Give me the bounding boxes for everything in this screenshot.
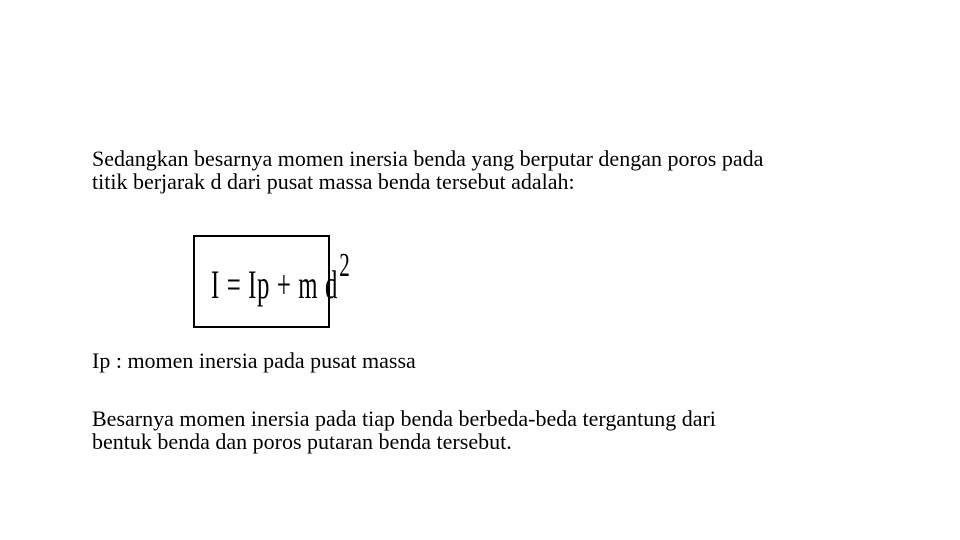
formula (211, 247, 351, 314)
formula-exponent: 2 (339, 247, 351, 284)
formula-box (193, 235, 351, 328)
ip-definition-text: Ip : momen inersia pada pusat massa (92, 348, 416, 373)
closing-line-2: bentuk benda dan poros putaran benda tersebut. (92, 429, 512, 454)
intro-line-1: Sedangkan besarnya momen inersia benda yang berputar dengan poros pada (92, 146, 764, 171)
formula-main: I = Ip + m d (211, 262, 339, 307)
intro-paragraph (92, 147, 763, 193)
ip-definition (92, 349, 416, 372)
closing-line-1: Besarnya momen inersia pada tiap benda berbeda-beda tergantung dari (92, 406, 716, 431)
intro-line-2: titik berjarak d dari pusat massa benda tersebut adalah: (92, 169, 575, 194)
closing-paragraph (92, 407, 716, 453)
